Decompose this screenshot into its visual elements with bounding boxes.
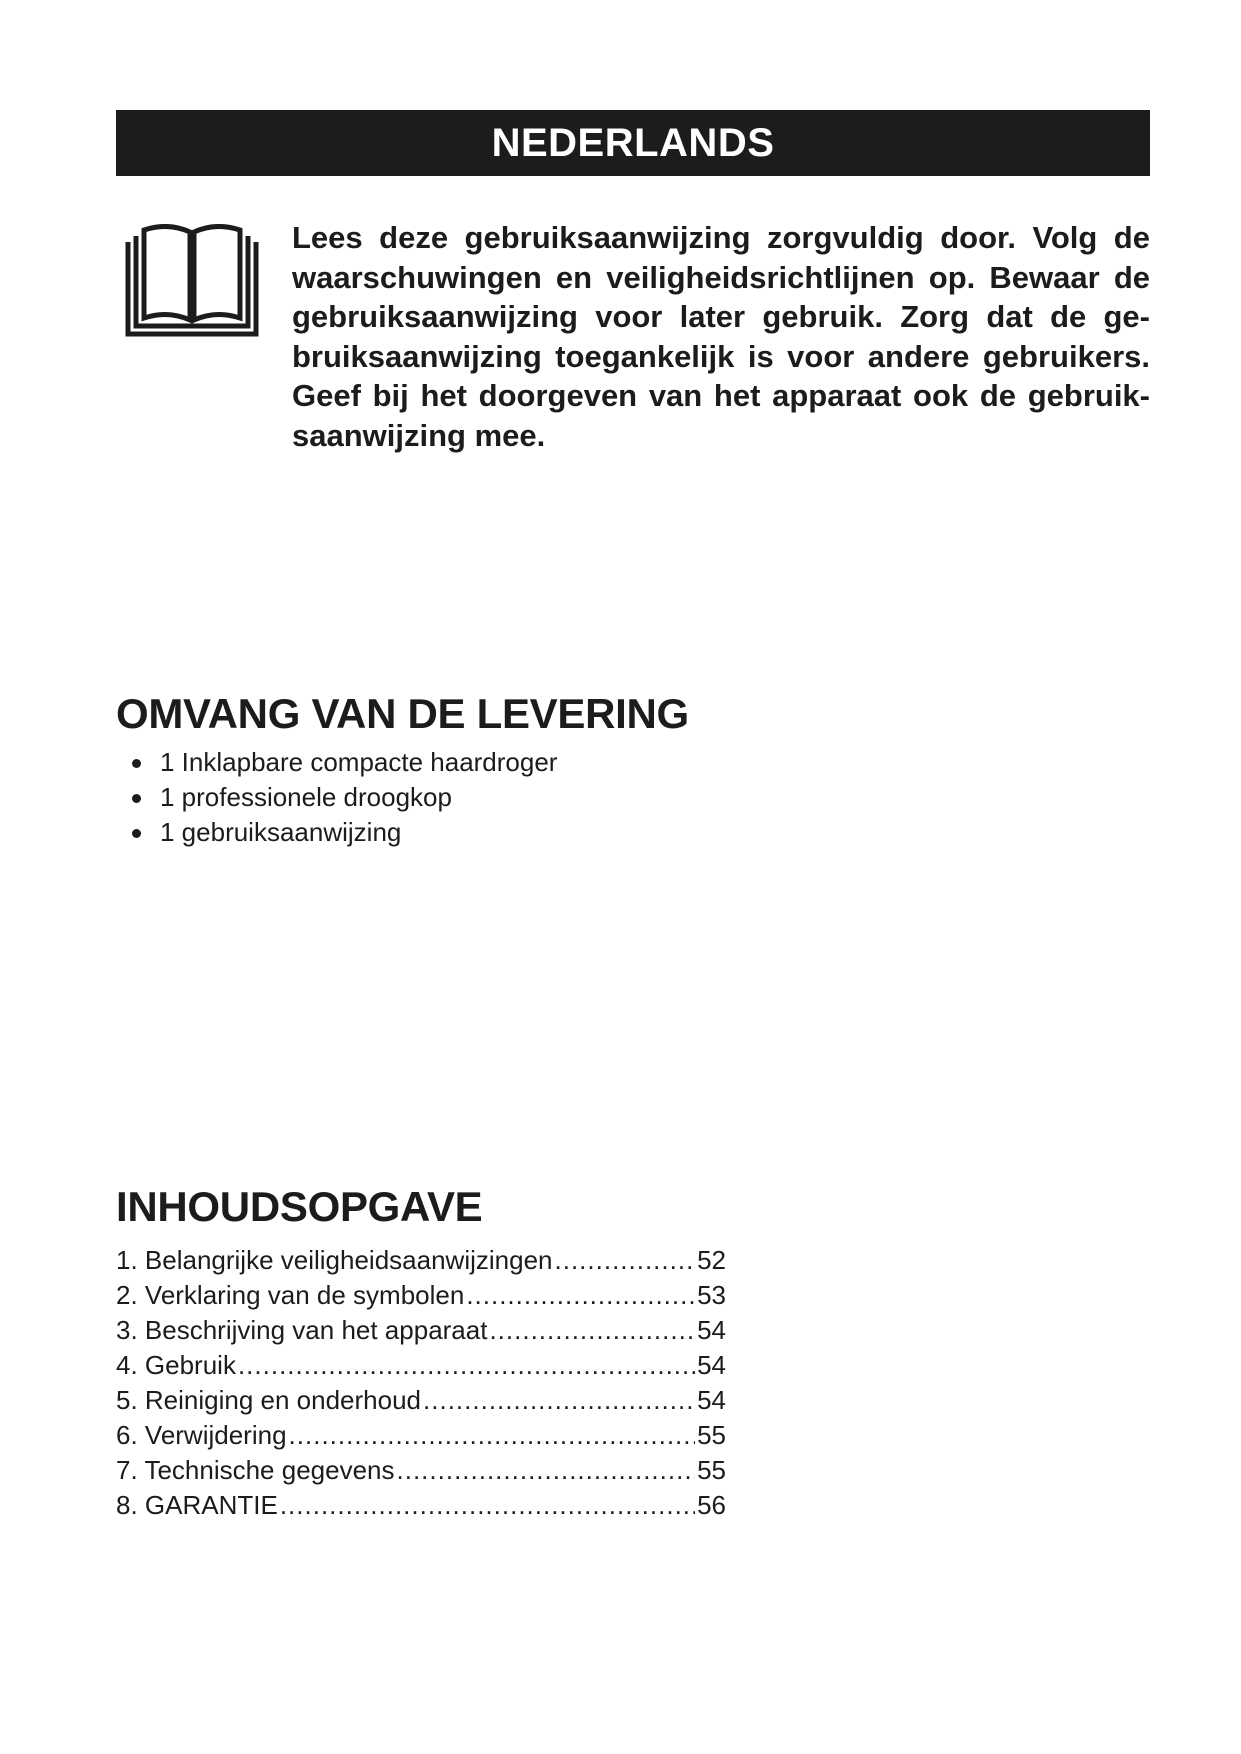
toc-entry-page: 55 xyxy=(697,1420,726,1450)
intro-text: Lees deze gebruiksaanwijzing zorgvuldig door. Volg de waarschuwingen en veiligheidsrichtlijnen op. Bewaar de gebruiksaanwijzing voor later gebruik. Zorg dat de ge-bruiksaanwijzing toegankelijk is voor andere gebruikers. Geef bij het doorgeven van het apparaat ook de gebruik-saanwijzing mee. xyxy=(292,220,1150,453)
toc-entry xyxy=(116,1243,726,1278)
toc-leader-dots xyxy=(555,1243,696,1278)
toc-entry xyxy=(116,1278,726,1313)
toc-entry xyxy=(116,1453,726,1488)
language-banner: NEDERLANDS xyxy=(116,110,1150,176)
table-of-contents xyxy=(116,1243,726,1523)
toc-entry-page: 54 xyxy=(697,1350,726,1380)
toc-entry-page: 54 xyxy=(697,1315,726,1345)
toc-leader-dots xyxy=(289,1418,696,1453)
list-item: 1 Inklapbare compacte haardroger xyxy=(130,745,557,780)
toc-entry xyxy=(116,1313,726,1348)
toc-entry-label: 8. GARANTIE xyxy=(116,1490,278,1520)
toc-entry-label: 6. Verwijdering xyxy=(116,1420,287,1450)
toc-leader-dots xyxy=(489,1313,695,1348)
toc-entry-page: 56 xyxy=(697,1490,726,1520)
list-item: 1 professionele droogkop xyxy=(130,780,557,815)
toc-entry-label: 4. Gebruik xyxy=(116,1350,236,1380)
toc-title: INHOUDSOPGAVE xyxy=(116,1183,483,1230)
toc-entry xyxy=(116,1488,726,1523)
toc-entry xyxy=(116,1383,726,1418)
toc-entry-label: 7. Technische gegevens xyxy=(116,1455,395,1485)
toc-entry-label: 1. Belangrijke veiligheidsaanwijzingen xyxy=(116,1245,553,1275)
toc-leader-dots xyxy=(423,1383,695,1418)
toc-entry-page: 52 xyxy=(697,1245,726,1275)
toc-entry-label: 5. Reiniging en onderhoud xyxy=(116,1385,422,1415)
list-item: 1 gebruiksaanwijzing xyxy=(130,815,557,850)
toc-entry-label: 2. Verklaring van de symbolen xyxy=(116,1280,465,1310)
toc-leader-dots xyxy=(280,1488,695,1523)
toc-entry-page: 55 xyxy=(697,1455,726,1485)
toc-leader-dots xyxy=(397,1453,696,1488)
toc-entry-page: 54 xyxy=(697,1385,726,1415)
open-book-icon xyxy=(124,224,260,340)
toc-entry xyxy=(116,1418,726,1453)
delivery-list xyxy=(130,745,557,850)
toc-entry-label: 3. Beschrijving van het apparaat xyxy=(116,1315,488,1345)
toc-entry-page: 53 xyxy=(697,1280,726,1310)
toc-leader-dots xyxy=(238,1348,695,1383)
delivery-title: OMVANG VAN DE LEVERING xyxy=(116,690,689,737)
toc-leader-dots xyxy=(466,1278,695,1313)
toc-entry xyxy=(116,1348,726,1383)
